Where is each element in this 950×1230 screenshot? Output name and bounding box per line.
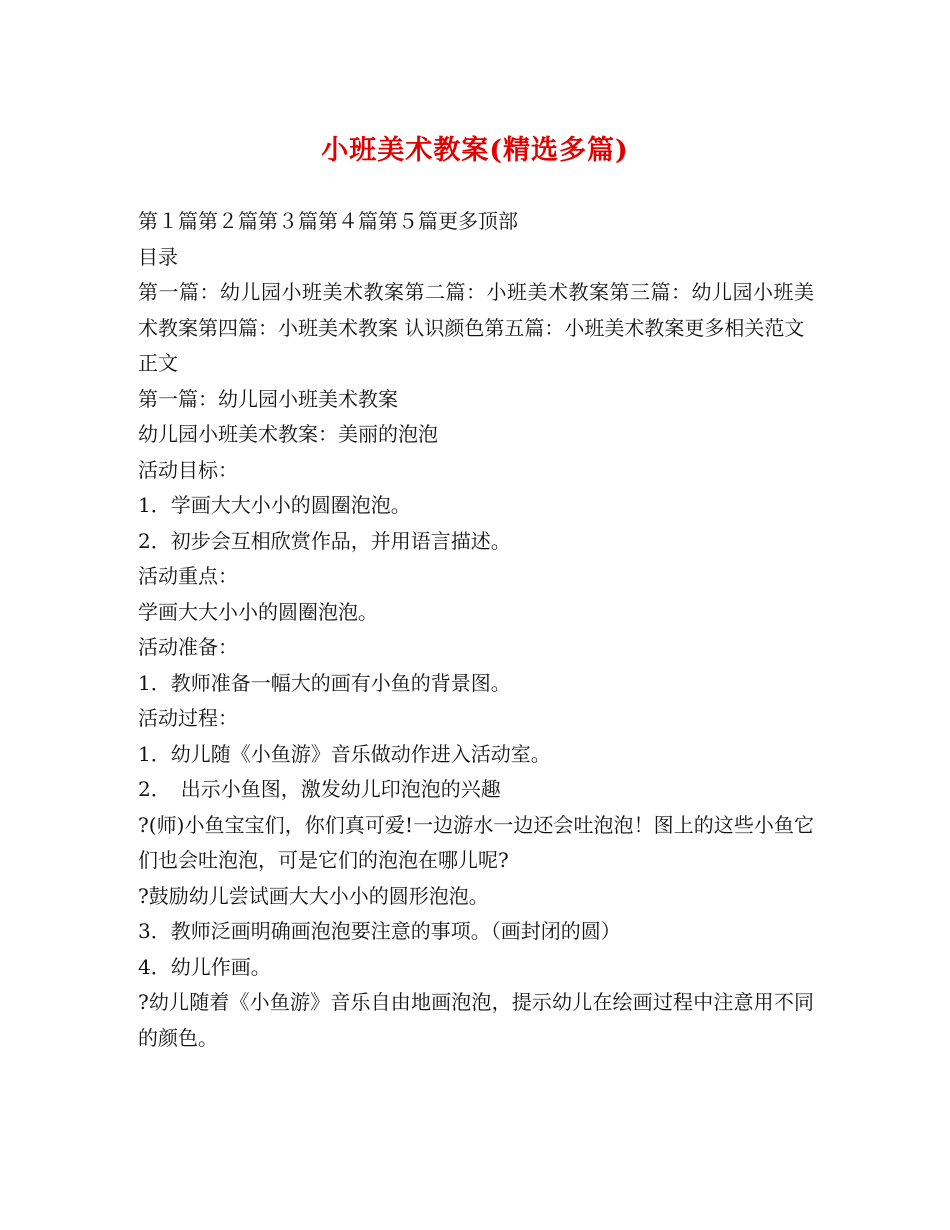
preparation-heading: 活动准备：	[138, 635, 238, 659]
process-step: 4．幼儿作画。	[138, 954, 271, 979]
focus-heading: 活动重点：	[138, 564, 238, 588]
process-step: 1．幼儿随《小鱼游》音乐做动作进入活动室。	[138, 741, 551, 766]
goal-item: 1．学画大大小小的圆圈泡泡。	[138, 493, 411, 517]
process-detail: ?鼓励幼儿尝试画大大小小的圆形泡泡。	[138, 883, 489, 908]
document-title: 小班美术教案(精选多篇)	[321, 135, 629, 166]
section-links: 第１篇第２篇第３篇第４篇第５篇更多顶部	[138, 209, 518, 233]
process-heading: 活动过程：	[138, 706, 238, 730]
process-step: 3．教师泛画明确画泡泡要注意的事项。（画封闭的圆）	[138, 919, 621, 943]
goal-item: 2．初步会互相欣赏作品，并用语言描述。	[138, 528, 511, 553]
process-step: 2． 出示小鱼图，激发幼儿印泡泡的兴趣	[138, 777, 501, 801]
chapter-heading: 第一篇：幼儿园小班美术教案	[138, 386, 398, 411]
document-body	[138, 204, 814, 1056]
main-text-heading: 正文	[138, 351, 178, 375]
toc-list: 第一篇：幼儿园小班美术教案第二篇：小班美术教案第三篇：幼儿园小班美术教案第四篇：小班美术教案 认识颜色第五篇：小班美术教案更多相关范文	[138, 280, 814, 340]
lesson-title: 幼儿园小班美术教案：美丽的泡泡	[138, 422, 438, 446]
preparation-item: 1．教师准备一幅大的画有小鱼的背景图。	[138, 670, 511, 695]
process-detail: ?幼儿随着《小鱼游》音乐自由地画泡泡，提示幼儿在绘画过程中注意用不同的颜色。	[138, 990, 814, 1050]
focus-text: 学画大大小小的圆圈泡泡。	[138, 599, 378, 624]
toc-heading: 目录	[138, 244, 178, 269]
process-detail: ?(师)小鱼宝宝们，你们真可爱!一边游水一边还会吐泡泡！图上的这些小鱼它们也会吐泡泡，可是它们的泡泡在哪儿呢?	[138, 812, 814, 872]
goals-heading: 活动目标：	[138, 457, 238, 482]
